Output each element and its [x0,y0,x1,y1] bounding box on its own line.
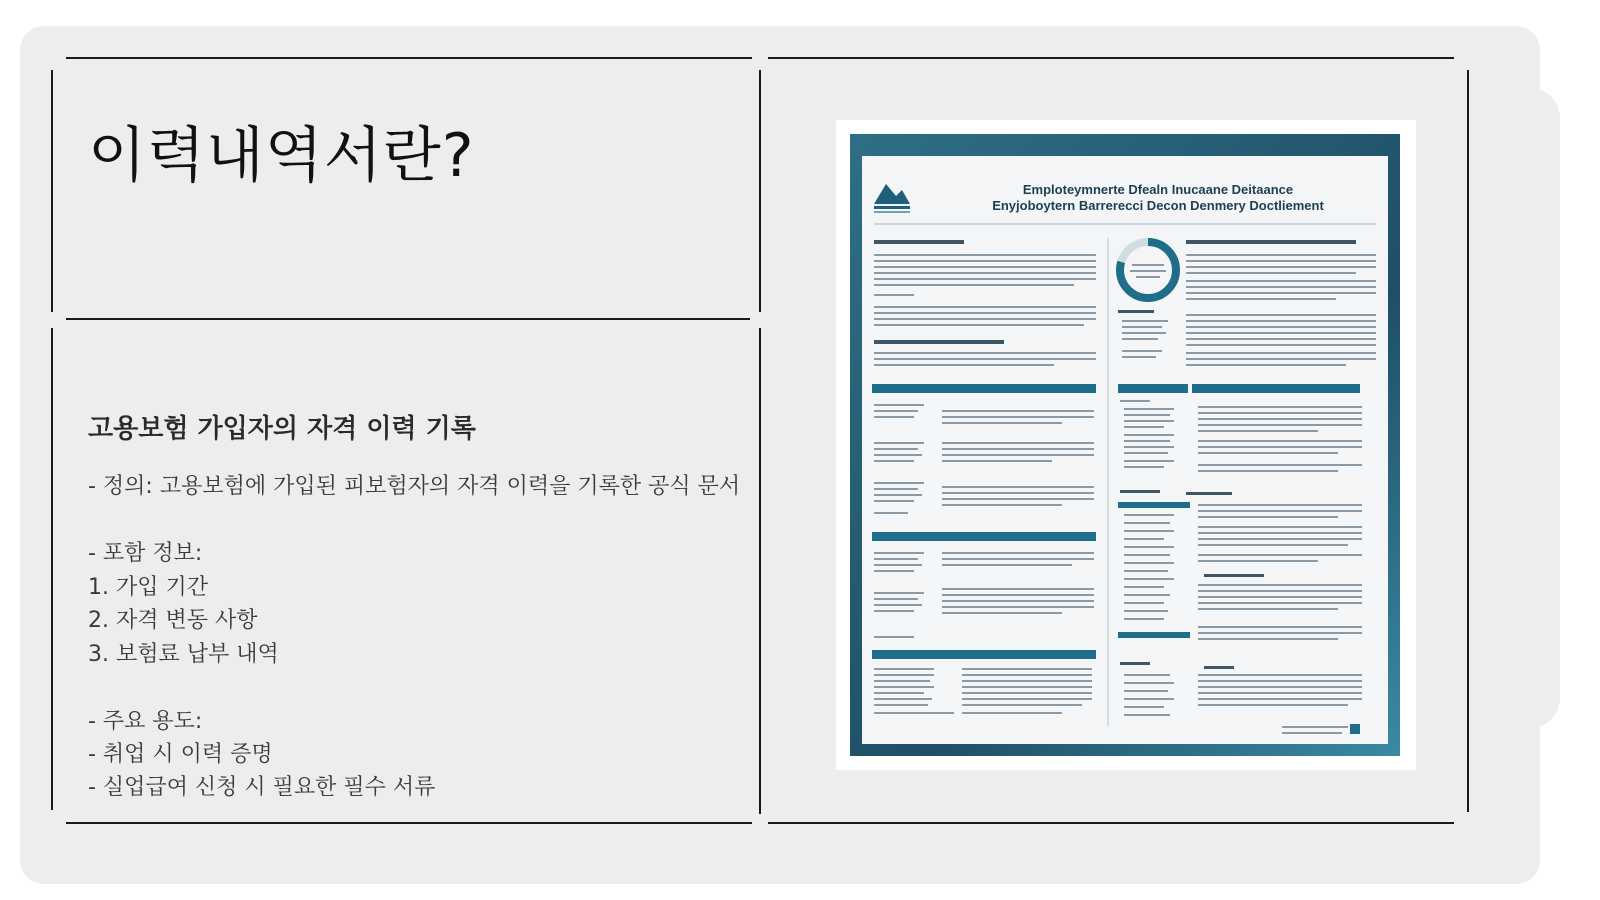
frame-line-center-upper [759,70,761,312]
included-info-heading: - 포함 정보: [88,541,203,566]
frame-line-left-lower [51,328,53,810]
frame-line-bottom-right [768,822,1454,824]
section-subtitle: 고용보험 가입자의 자격 이력 기록 [88,414,476,444]
slide-title: 이력내역서란? [88,121,475,191]
frame-line-left-upper [51,70,53,312]
frame-line-bottom-left [66,822,752,824]
main-uses-item: - 취업 시 이력 증명 [88,742,273,767]
document-illustration [862,156,1388,744]
main-uses-item: - 실업급여 신청 시 필요한 필수 서류 [88,775,436,800]
included-info-item: 3. 보험료 납부 내역 [88,642,279,667]
document-header-line1: Emploteymnerte Dfealn Inucaane Deitaance [1022,182,1294,197]
document-header-line2: Enyjoboytern Barrerecci Decon Denmery Doctliement [992,198,1324,213]
frame-line-right [1467,70,1469,812]
included-info-item: 2. 자격 변동 사항 [88,608,258,633]
frame-line-top-right [768,57,1454,59]
main-uses-heading: - 주요 용도: [88,709,203,734]
frame-line-center-lower [759,328,761,814]
definition-text: - 정의: 고용보험에 가입된 피보험자의 자격 이력을 기록한 공식 문서 [88,474,741,499]
document-logo-icon [874,184,910,204]
frame-line-mid-left [66,318,750,320]
included-info-item: 1. 가입 기간 [88,575,208,600]
frame-line-top-left [66,57,752,59]
